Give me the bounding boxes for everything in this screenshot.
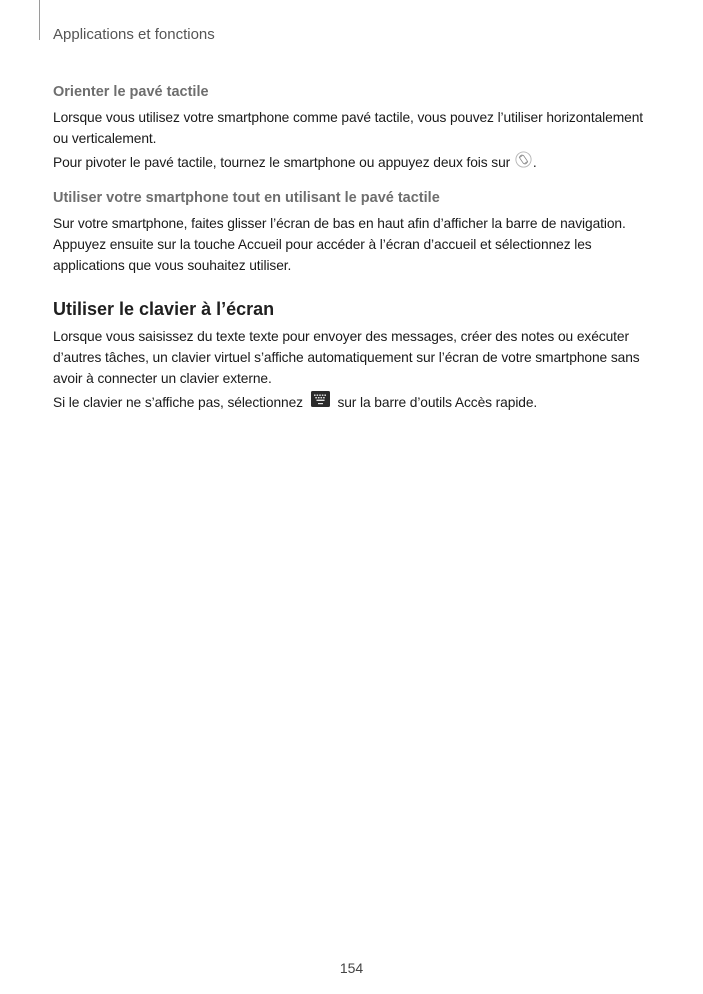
paragraph-keyboard-select-text: Si le clavier ne s’affiche pas, sélectionnez	[53, 395, 303, 410]
paragraph-use-smartphone: Sur votre smartphone, faites glisser l’écran de bas en haut afin d’afficher la barre de navigation. Appuyez ensuite sur la touche Accueil pour accéder à l’écran d’accueil et sélectionnez les applications que vous souhaitez utiliser.	[53, 216, 626, 273]
paragraph-keyboard-select	[53, 392, 653, 414]
subheading-use-smartphone: Utiliser votre smartphone tout en utilisant le pavé tactile	[53, 190, 440, 206]
rotate-icon	[514, 151, 533, 174]
paragraph-keyboard-intro: Lorsque vous saisissez du texte texte pour envoyer des messages, créer des notes ou exécuter d’autres tâches, un clavier virtuel s’affiche automatiquement sur l’écran de votre smartphone sans avoir à connecter un clavier externe.	[53, 329, 640, 386]
section-header: Applications et fonctions	[53, 26, 215, 43]
heading-onscreen-keyboard: Utiliser le clavier à l’écran	[53, 299, 275, 319]
paragraph-orient-rotate-text: Pour pivoter le pavé tactile, tournez le smartphone ou appuyez deux fois sur	[53, 155, 511, 171]
page-number: 154	[339, 960, 364, 976]
paragraph-orient-intro: Lorsque vous utilisez votre smartphone comme pavé tactile, vous pouvez l’utiliser horizontalement ou verticalement.	[53, 110, 643, 146]
subheading-orient-touchpad: Orienter le pavé tactile	[53, 84, 209, 100]
paragraph-orient-rotate	[53, 152, 653, 175]
paragraph-orient-rotate-end: .	[532, 155, 537, 171]
paragraph-keyboard-select-end: sur la barre d’outils Accès rapide.	[337, 395, 538, 410]
page-content	[53, 84, 653, 417]
margin-rule	[39, 0, 40, 40]
keyboard-icon	[307, 391, 334, 413]
